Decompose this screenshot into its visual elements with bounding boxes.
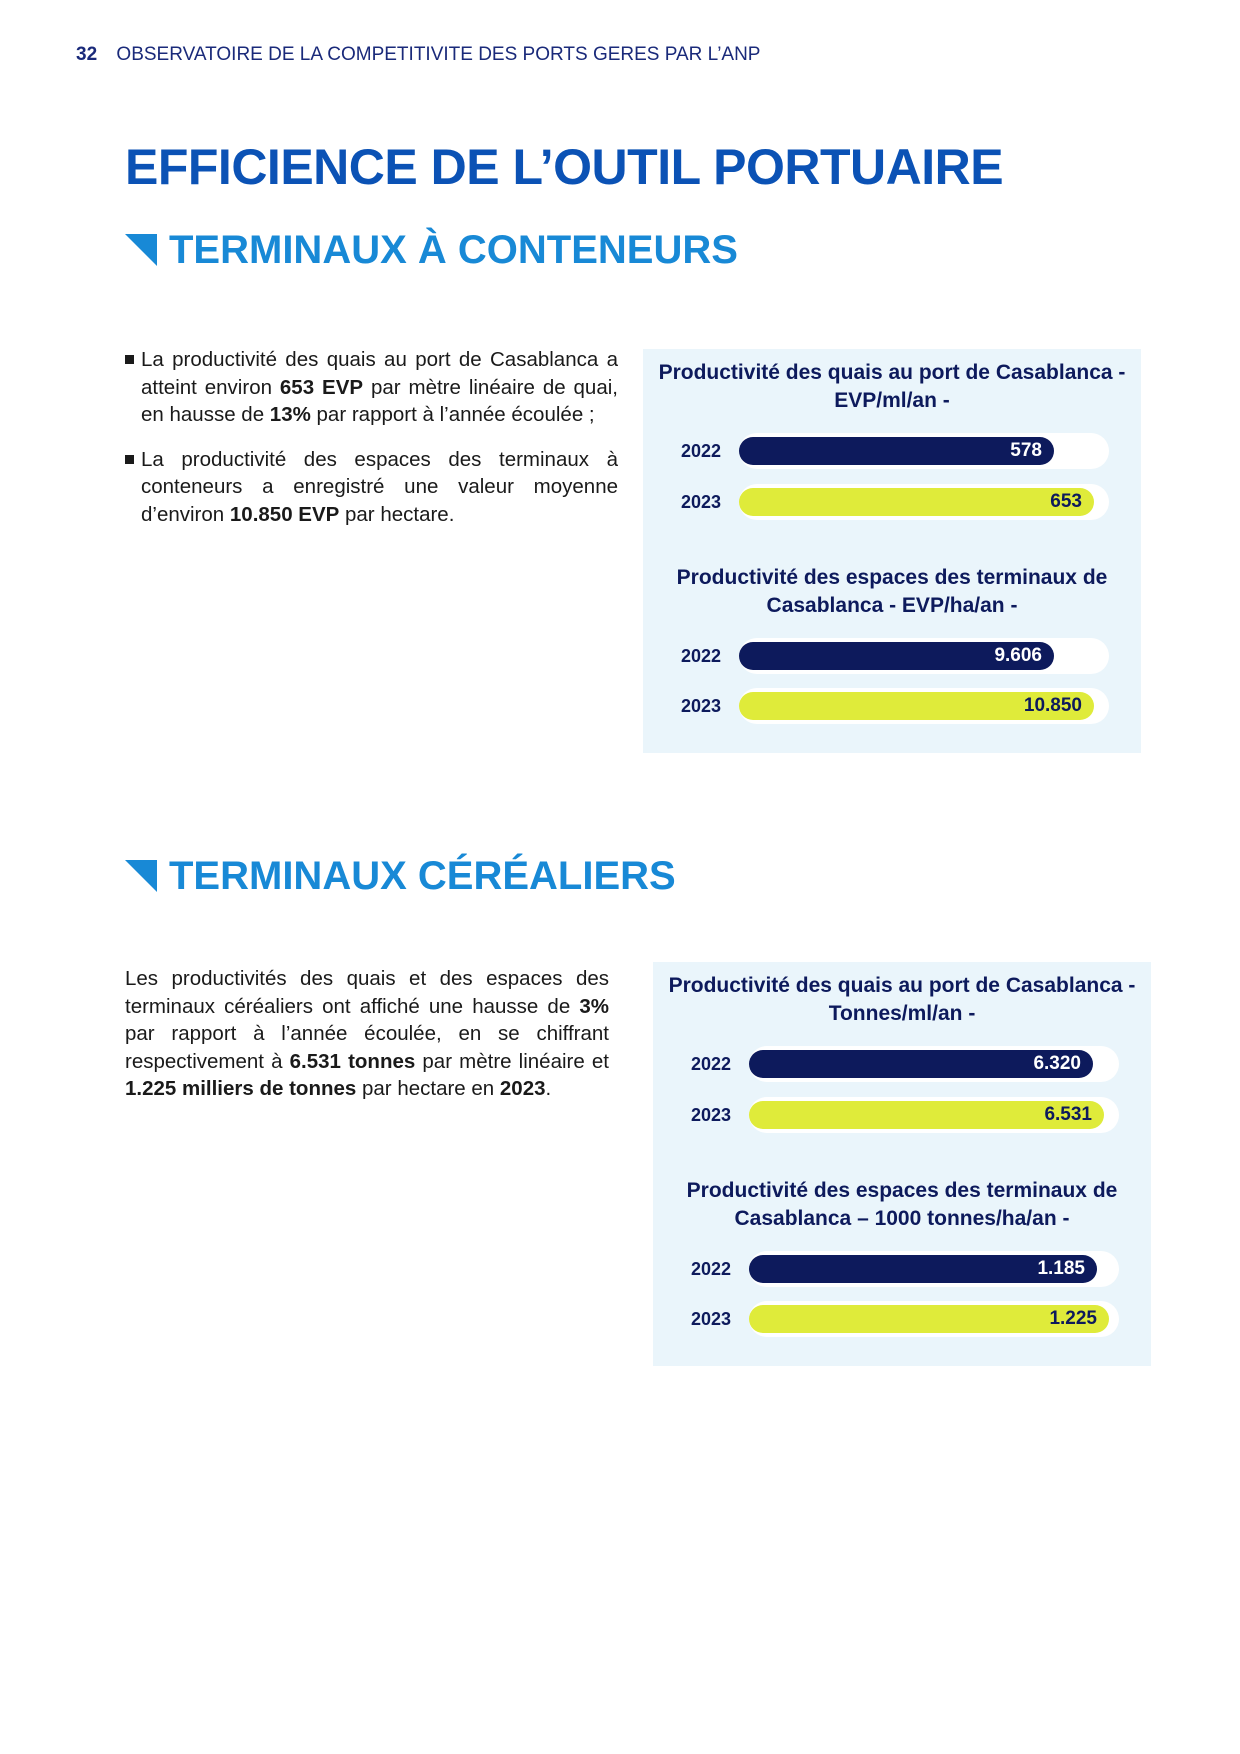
paragraph (125, 965, 609, 1103)
bar-2023: 1.225 (749, 1305, 1109, 1333)
bold-run: 2023 (499, 1077, 546, 1100)
bold-run: 6.531 tonnes (289, 1049, 416, 1073)
bar-2022: 1.185 (749, 1255, 1097, 1283)
running-header (76, 44, 760, 66)
text-run: par rapport à l’année écoulée ; (310, 403, 595, 426)
bar-year-label: 2022 (681, 441, 722, 461)
bar-2022: 578 (739, 437, 1054, 465)
bar-row (643, 484, 1141, 520)
bar-track (749, 1301, 1119, 1337)
triangle-marker-icon (125, 234, 157, 266)
bar-year-label: 2022 (681, 646, 722, 666)
bullet-item (125, 346, 618, 429)
text-run: par mètre linéaire et (415, 1049, 609, 1073)
bar-2023: 6.531 (749, 1101, 1104, 1129)
bar-2023: 10.850 (739, 692, 1094, 720)
bar-year-label: 2022 (691, 1054, 732, 1074)
bar-year-label: 2023 (681, 492, 722, 512)
conteneurs-text (125, 346, 618, 545)
chart-title: Productivité des espaces des terminaux de Casablanca - EVP/ha/an - (676, 566, 1108, 617)
bar-row (643, 638, 1141, 674)
bar-row (653, 1097, 1151, 1133)
text-run: par hectare en (356, 1077, 500, 1100)
bar-year-label: 2023 (691, 1309, 732, 1329)
bar-track (739, 638, 1109, 674)
section-title-conteneurs (125, 225, 738, 275)
bar-2023: 653 (739, 488, 1094, 516)
running-title: OBSERVATOIRE DE LA COMPETITIVITE DES PORTS GERES PAR L’ANP (116, 44, 761, 65)
bold-run: 653 EVP (279, 375, 364, 399)
bar-row (643, 433, 1141, 469)
text-run: Les productivités des quais et des espaces des terminaux céréaliers ont affiché une hausse de (125, 967, 609, 1018)
bar-track (749, 1251, 1119, 1287)
triangle-marker-icon (125, 860, 157, 892)
bold-run: 1.225 milliers de tonnes (125, 1077, 357, 1100)
bar-track (739, 688, 1109, 724)
chart-title: Productivité des quais au port de Casablanca - Tonnes/ml/an - (668, 974, 1136, 1025)
bold-run: 3% (579, 994, 609, 1018)
bullet-item (125, 446, 618, 529)
page-number: 32 (76, 44, 98, 65)
section-title-text: TERMINAUX À CONTENEURS (169, 228, 738, 272)
bold-run: 13% (269, 403, 311, 426)
text-run: La productivité des quais au port de Casablanca a atteint environ (141, 348, 618, 399)
bar-row (643, 688, 1141, 724)
bar-year-label: 2023 (691, 1105, 732, 1125)
text-run: par hectare. (339, 502, 455, 526)
bar-track (739, 433, 1109, 469)
chart-title: Productivité des quais au port de Casablanca - EVP/ml/an - (658, 361, 1126, 412)
bar-row (653, 1301, 1151, 1337)
section-title-text: TERMINAUX CÉRÉALIERS (169, 854, 676, 898)
bar-track (749, 1097, 1119, 1133)
bar-2022: 6.320 (749, 1050, 1093, 1078)
text-run: La productivité des espaces des terminaux à conteneurs a enregistré une valeur moyenne d’environ (141, 447, 618, 526)
bar-year-label: 2022 (691, 1259, 732, 1279)
bold-run: 10.850 EVP (229, 502, 340, 526)
bar-year-label: 2023 (681, 696, 722, 716)
page-title: EFFICIENCE DE L’OUTIL PORTUAIRE (125, 139, 1004, 195)
text-run: . (545, 1077, 552, 1100)
section-title-cerealiers (125, 851, 676, 901)
bar-track (739, 484, 1109, 520)
chart-panel-cerealiers (653, 962, 1151, 1366)
bar-row (653, 1046, 1151, 1082)
text-run: par rapport à l’année écoulée, en se chiffrant respectivement à (125, 1022, 609, 1073)
bar-2022: 9.606 (739, 642, 1054, 670)
chart-panel-conteneurs (643, 349, 1141, 753)
chart-title: Productivité des espaces des terminaux de Casablanca – 1000 tonnes/ha/an - (686, 1179, 1118, 1230)
bar-row (653, 1251, 1151, 1287)
cerealiers-text (125, 965, 609, 1103)
bar-track (749, 1046, 1119, 1082)
text-run: par mètre linéaire de quai, en hausse de (141, 375, 618, 426)
